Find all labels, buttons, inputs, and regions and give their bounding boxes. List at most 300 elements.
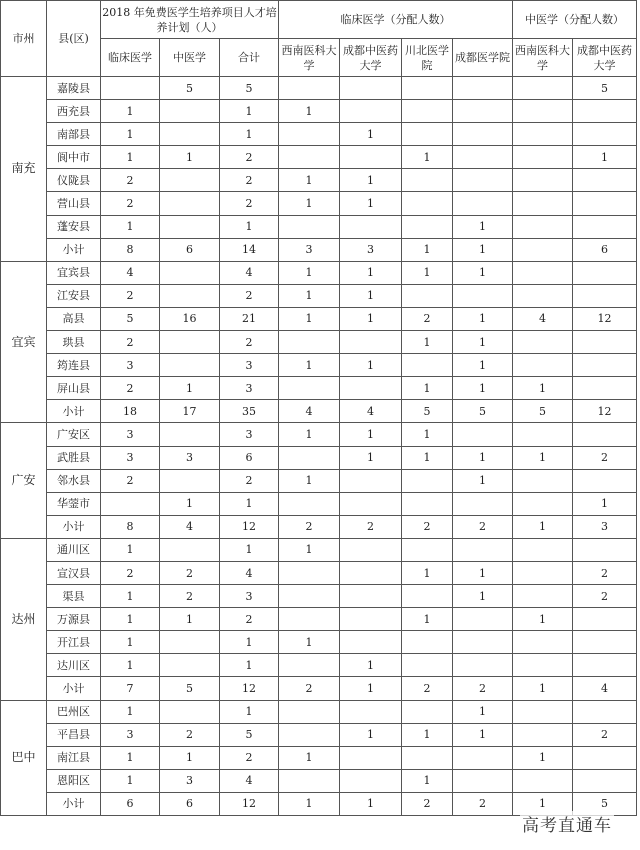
value-cell: 1: [340, 723, 402, 746]
value-cell: [453, 631, 513, 654]
value-cell: 35: [220, 400, 279, 423]
value-cell: 1: [101, 100, 160, 123]
value-cell: 1: [402, 561, 453, 584]
value-cell: [573, 331, 637, 354]
county-cell: 广安区: [47, 423, 101, 446]
table-row: [1, 169, 637, 192]
value-cell: 4: [513, 307, 573, 330]
value-cell: [513, 769, 573, 792]
table-row: [1, 284, 637, 307]
value-cell: 5: [573, 77, 637, 100]
value-cell: [101, 77, 160, 100]
value-cell: 1: [220, 123, 279, 146]
value-cell: [513, 192, 573, 215]
value-cell: 1: [453, 354, 513, 377]
value-cell: 1: [279, 469, 340, 492]
value-cell: 3: [220, 354, 279, 377]
value-cell: [340, 377, 402, 400]
table-row: [1, 700, 637, 723]
value-cell: [340, 100, 402, 123]
value-cell: 1: [340, 354, 402, 377]
value-cell: 18: [101, 400, 160, 423]
value-cell: [340, 77, 402, 100]
value-cell: 3: [101, 446, 160, 469]
value-cell: 4: [220, 769, 279, 792]
value-cell: [513, 538, 573, 561]
value-cell: 1: [340, 307, 402, 330]
value-cell: 1: [279, 284, 340, 307]
header-clinical-group: 临床医学（分配人数）: [279, 1, 513, 39]
value-cell: [340, 561, 402, 584]
value-cell: 1: [513, 446, 573, 469]
value-cell: 6: [220, 446, 279, 469]
value-cell: [340, 608, 402, 631]
table-row: [1, 538, 637, 561]
county-cell: 筠连县: [47, 354, 101, 377]
value-cell: 1: [402, 723, 453, 746]
table-row: [1, 492, 637, 515]
value-cell: [402, 654, 453, 677]
value-cell: 2: [160, 723, 220, 746]
value-cell: 4: [101, 261, 160, 284]
value-cell: [340, 769, 402, 792]
value-cell: 1: [513, 377, 573, 400]
value-cell: 1: [402, 769, 453, 792]
table-row: [1, 515, 637, 538]
value-cell: [402, 746, 453, 769]
county-cell: 巴州区: [47, 700, 101, 723]
value-cell: [160, 123, 220, 146]
value-cell: 1: [513, 515, 573, 538]
value-cell: [513, 354, 573, 377]
value-cell: 2: [402, 792, 453, 815]
value-cell: [453, 654, 513, 677]
value-cell: 1: [340, 792, 402, 815]
value-cell: 2: [101, 469, 160, 492]
value-cell: 1: [279, 423, 340, 446]
value-cell: 1: [513, 792, 573, 815]
value-cell: [402, 284, 453, 307]
value-cell: 2: [220, 284, 279, 307]
county-cell: 开江县: [47, 631, 101, 654]
value-cell: 1: [220, 700, 279, 723]
value-cell: [160, 331, 220, 354]
value-cell: 1: [340, 654, 402, 677]
value-cell: 2: [220, 746, 279, 769]
table-row: [1, 77, 637, 100]
value-cell: [453, 608, 513, 631]
value-cell: 1: [453, 469, 513, 492]
value-cell: 1: [453, 446, 513, 469]
value-cell: [513, 700, 573, 723]
value-cell: 1: [279, 169, 340, 192]
value-cell: 1: [453, 307, 513, 330]
value-cell: 2: [340, 515, 402, 538]
value-cell: [573, 377, 637, 400]
value-cell: 1: [340, 169, 402, 192]
value-cell: 1: [402, 446, 453, 469]
table-row: [1, 261, 637, 284]
value-cell: [160, 354, 220, 377]
county-cell: 武胜县: [47, 446, 101, 469]
value-cell: [402, 123, 453, 146]
value-cell: [160, 631, 220, 654]
value-cell: 1: [453, 561, 513, 584]
county-cell: 宜宾县: [47, 261, 101, 284]
col-header: 中医学: [160, 39, 220, 77]
value-cell: [279, 492, 340, 515]
county-cell: 西充县: [47, 100, 101, 123]
col-header: 成都中医药大学: [573, 39, 637, 77]
value-cell: 2: [453, 792, 513, 815]
value-cell: 5: [101, 307, 160, 330]
value-cell: 1: [453, 700, 513, 723]
value-cell: [160, 654, 220, 677]
value-cell: [402, 492, 453, 515]
table-row: [1, 446, 637, 469]
value-cell: [402, 700, 453, 723]
value-cell: 1: [279, 631, 340, 654]
value-cell: [453, 746, 513, 769]
county-cell: 小计: [47, 677, 101, 700]
value-cell: 1: [160, 146, 220, 169]
value-cell: [101, 492, 160, 515]
value-cell: 1: [220, 654, 279, 677]
value-cell: 8: [101, 238, 160, 261]
value-cell: 1: [279, 261, 340, 284]
value-cell: [453, 77, 513, 100]
county-cell: 高县: [47, 307, 101, 330]
table-row: [1, 123, 637, 146]
value-cell: [279, 654, 340, 677]
value-cell: 5: [220, 77, 279, 100]
value-cell: 2: [220, 469, 279, 492]
value-cell: 6: [101, 792, 160, 815]
value-cell: 2: [160, 561, 220, 584]
value-cell: [402, 169, 453, 192]
value-cell: 16: [160, 307, 220, 330]
value-cell: [402, 192, 453, 215]
table-row: [1, 377, 637, 400]
value-cell: [340, 746, 402, 769]
table-body: [1, 77, 637, 816]
county-cell: 南部县: [47, 123, 101, 146]
value-cell: [453, 284, 513, 307]
value-cell: 1: [160, 746, 220, 769]
value-cell: 5: [453, 400, 513, 423]
value-cell: [340, 215, 402, 238]
value-cell: 1: [279, 746, 340, 769]
col-header: 合计: [220, 39, 279, 77]
value-cell: 1: [279, 307, 340, 330]
value-cell: 2: [220, 192, 279, 215]
table-row: [1, 608, 637, 631]
value-cell: [573, 769, 637, 792]
value-cell: [573, 215, 637, 238]
value-cell: [513, 146, 573, 169]
value-cell: 2: [279, 677, 340, 700]
value-cell: [279, 146, 340, 169]
value-cell: [279, 377, 340, 400]
value-cell: 1: [513, 677, 573, 700]
value-cell: 2: [453, 677, 513, 700]
table-row: [1, 585, 637, 608]
county-cell: 华蓥市: [47, 492, 101, 515]
value-cell: [340, 469, 402, 492]
value-cell: 1: [279, 792, 340, 815]
table-row: [1, 723, 637, 746]
value-cell: 2: [101, 192, 160, 215]
value-cell: 1: [101, 215, 160, 238]
value-cell: 21: [220, 307, 279, 330]
county-cell: 万源县: [47, 608, 101, 631]
col-header: 川北医学院: [402, 39, 453, 77]
county-cell: 屏山县: [47, 377, 101, 400]
value-cell: 1: [101, 585, 160, 608]
value-cell: [513, 631, 573, 654]
value-cell: [279, 446, 340, 469]
table-row: [1, 677, 637, 700]
county-cell: 渠县: [47, 585, 101, 608]
value-cell: 5: [160, 77, 220, 100]
value-cell: [573, 631, 637, 654]
value-cell: 2: [101, 377, 160, 400]
value-cell: 1: [101, 631, 160, 654]
value-cell: [279, 215, 340, 238]
city-cell: 宜宾: [1, 261, 47, 423]
value-cell: 1: [220, 492, 279, 515]
value-cell: 1: [279, 538, 340, 561]
county-cell: 通川区: [47, 538, 101, 561]
value-cell: 2: [160, 585, 220, 608]
value-cell: 17: [160, 400, 220, 423]
value-cell: [573, 284, 637, 307]
value-cell: 1: [402, 238, 453, 261]
header-county: 县(区): [47, 1, 101, 77]
value-cell: [402, 354, 453, 377]
value-cell: 2: [101, 284, 160, 307]
value-cell: [160, 100, 220, 123]
value-cell: 6: [160, 238, 220, 261]
value-cell: [340, 331, 402, 354]
value-cell: [402, 100, 453, 123]
value-cell: 4: [573, 677, 637, 700]
value-cell: 1: [402, 331, 453, 354]
value-cell: [513, 469, 573, 492]
value-cell: 2: [573, 561, 637, 584]
table-row: [1, 215, 637, 238]
city-cell: 达州: [1, 538, 47, 700]
city-cell: 南充: [1, 77, 47, 262]
value-cell: [340, 700, 402, 723]
value-cell: [573, 169, 637, 192]
value-cell: [573, 538, 637, 561]
table-row: [1, 354, 637, 377]
value-cell: [453, 769, 513, 792]
value-cell: 12: [220, 515, 279, 538]
value-cell: 1: [453, 723, 513, 746]
value-cell: [279, 700, 340, 723]
county-cell: 南江县: [47, 746, 101, 769]
table-row: [1, 746, 637, 769]
value-cell: [160, 169, 220, 192]
value-cell: 3: [101, 354, 160, 377]
value-cell: [402, 585, 453, 608]
value-cell: [402, 538, 453, 561]
value-cell: 1: [402, 423, 453, 446]
value-cell: 12: [220, 792, 279, 815]
value-cell: [340, 492, 402, 515]
city-cell: 广安: [1, 423, 47, 538]
value-cell: [573, 654, 637, 677]
value-cell: 2: [573, 723, 637, 746]
value-cell: 1: [101, 769, 160, 792]
value-cell: 1: [453, 215, 513, 238]
value-cell: 5: [160, 677, 220, 700]
value-cell: 3: [340, 238, 402, 261]
value-cell: [513, 77, 573, 100]
county-cell: 平昌县: [47, 723, 101, 746]
value-cell: 7: [101, 677, 160, 700]
table-row: [1, 469, 637, 492]
col-header: 西南医科大学: [279, 39, 340, 77]
value-cell: 1: [573, 146, 637, 169]
value-cell: 1: [101, 700, 160, 723]
value-cell: [279, 723, 340, 746]
value-cell: 1: [453, 585, 513, 608]
table-row: [1, 654, 637, 677]
value-cell: [573, 261, 637, 284]
value-cell: 2: [573, 585, 637, 608]
value-cell: 1: [220, 538, 279, 561]
value-cell: [402, 215, 453, 238]
value-cell: [160, 215, 220, 238]
county-cell: 小计: [47, 792, 101, 815]
table-row: [1, 400, 637, 423]
value-cell: 1: [220, 100, 279, 123]
value-cell: [573, 469, 637, 492]
value-cell: 4: [220, 561, 279, 584]
county-cell: 小计: [47, 238, 101, 261]
value-cell: 1: [101, 746, 160, 769]
value-cell: 2: [402, 515, 453, 538]
value-cell: 1: [453, 238, 513, 261]
value-cell: 1: [101, 654, 160, 677]
value-cell: [160, 700, 220, 723]
value-cell: [279, 331, 340, 354]
county-cell: 小计: [47, 400, 101, 423]
col-header: 成都医学院: [453, 39, 513, 77]
value-cell: 3: [279, 238, 340, 261]
value-cell: [513, 123, 573, 146]
table-row: [1, 146, 637, 169]
value-cell: [573, 100, 637, 123]
value-cell: [513, 100, 573, 123]
value-cell: 2: [101, 331, 160, 354]
value-cell: 1: [340, 423, 402, 446]
col-header: 临床医学: [101, 39, 160, 77]
value-cell: [279, 608, 340, 631]
value-cell: [453, 492, 513, 515]
value-cell: [160, 469, 220, 492]
value-cell: 1: [220, 215, 279, 238]
value-cell: 5: [573, 792, 637, 815]
city-cell: 巴中: [1, 700, 47, 815]
value-cell: 1: [513, 746, 573, 769]
county-cell: 蓬安县: [47, 215, 101, 238]
value-cell: 3: [160, 769, 220, 792]
value-cell: [279, 77, 340, 100]
value-cell: 1: [279, 354, 340, 377]
value-cell: [573, 123, 637, 146]
value-cell: 1: [453, 331, 513, 354]
value-cell: [513, 423, 573, 446]
value-cell: 8: [101, 515, 160, 538]
value-cell: 1: [279, 100, 340, 123]
value-cell: 2: [453, 515, 513, 538]
value-cell: 1: [402, 146, 453, 169]
value-cell: [573, 700, 637, 723]
value-cell: [453, 123, 513, 146]
value-cell: 6: [573, 238, 637, 261]
value-cell: 2: [402, 677, 453, 700]
col-header: 西南医科大学: [513, 39, 573, 77]
value-cell: 3: [220, 423, 279, 446]
table-row: [1, 100, 637, 123]
county-cell: 恩阳区: [47, 769, 101, 792]
watermark: 高考直通车: [520, 811, 614, 836]
value-cell: [340, 631, 402, 654]
value-cell: [160, 538, 220, 561]
table-row: [1, 631, 637, 654]
col-header: 成都中医药大学: [340, 39, 402, 77]
table-row: [1, 769, 637, 792]
header-city: 市州: [1, 1, 47, 77]
value-cell: 5: [220, 723, 279, 746]
value-cell: 3: [573, 515, 637, 538]
value-cell: [513, 238, 573, 261]
county-cell: 宣汉县: [47, 561, 101, 584]
county-cell: 江安县: [47, 284, 101, 307]
value-cell: 1: [160, 377, 220, 400]
value-cell: [573, 608, 637, 631]
value-cell: 1: [160, 608, 220, 631]
county-cell: 小计: [47, 515, 101, 538]
value-cell: [340, 585, 402, 608]
value-cell: 1: [101, 146, 160, 169]
value-cell: 5: [513, 400, 573, 423]
value-cell: 1: [453, 377, 513, 400]
value-cell: [513, 654, 573, 677]
value-cell: 5: [402, 400, 453, 423]
value-cell: [513, 585, 573, 608]
value-cell: 1: [101, 608, 160, 631]
value-cell: [573, 192, 637, 215]
value-cell: [340, 538, 402, 561]
header-tcm-group: 中医学（分配人数）: [513, 1, 637, 39]
table-row: [1, 192, 637, 215]
value-cell: 2: [220, 608, 279, 631]
value-cell: 1: [340, 261, 402, 284]
value-cell: 2: [402, 307, 453, 330]
value-cell: 1: [101, 538, 160, 561]
value-cell: 1: [453, 261, 513, 284]
value-cell: 1: [340, 446, 402, 469]
value-cell: 3: [101, 723, 160, 746]
value-cell: 1: [340, 192, 402, 215]
value-cell: 1: [402, 377, 453, 400]
county-cell: 营山县: [47, 192, 101, 215]
